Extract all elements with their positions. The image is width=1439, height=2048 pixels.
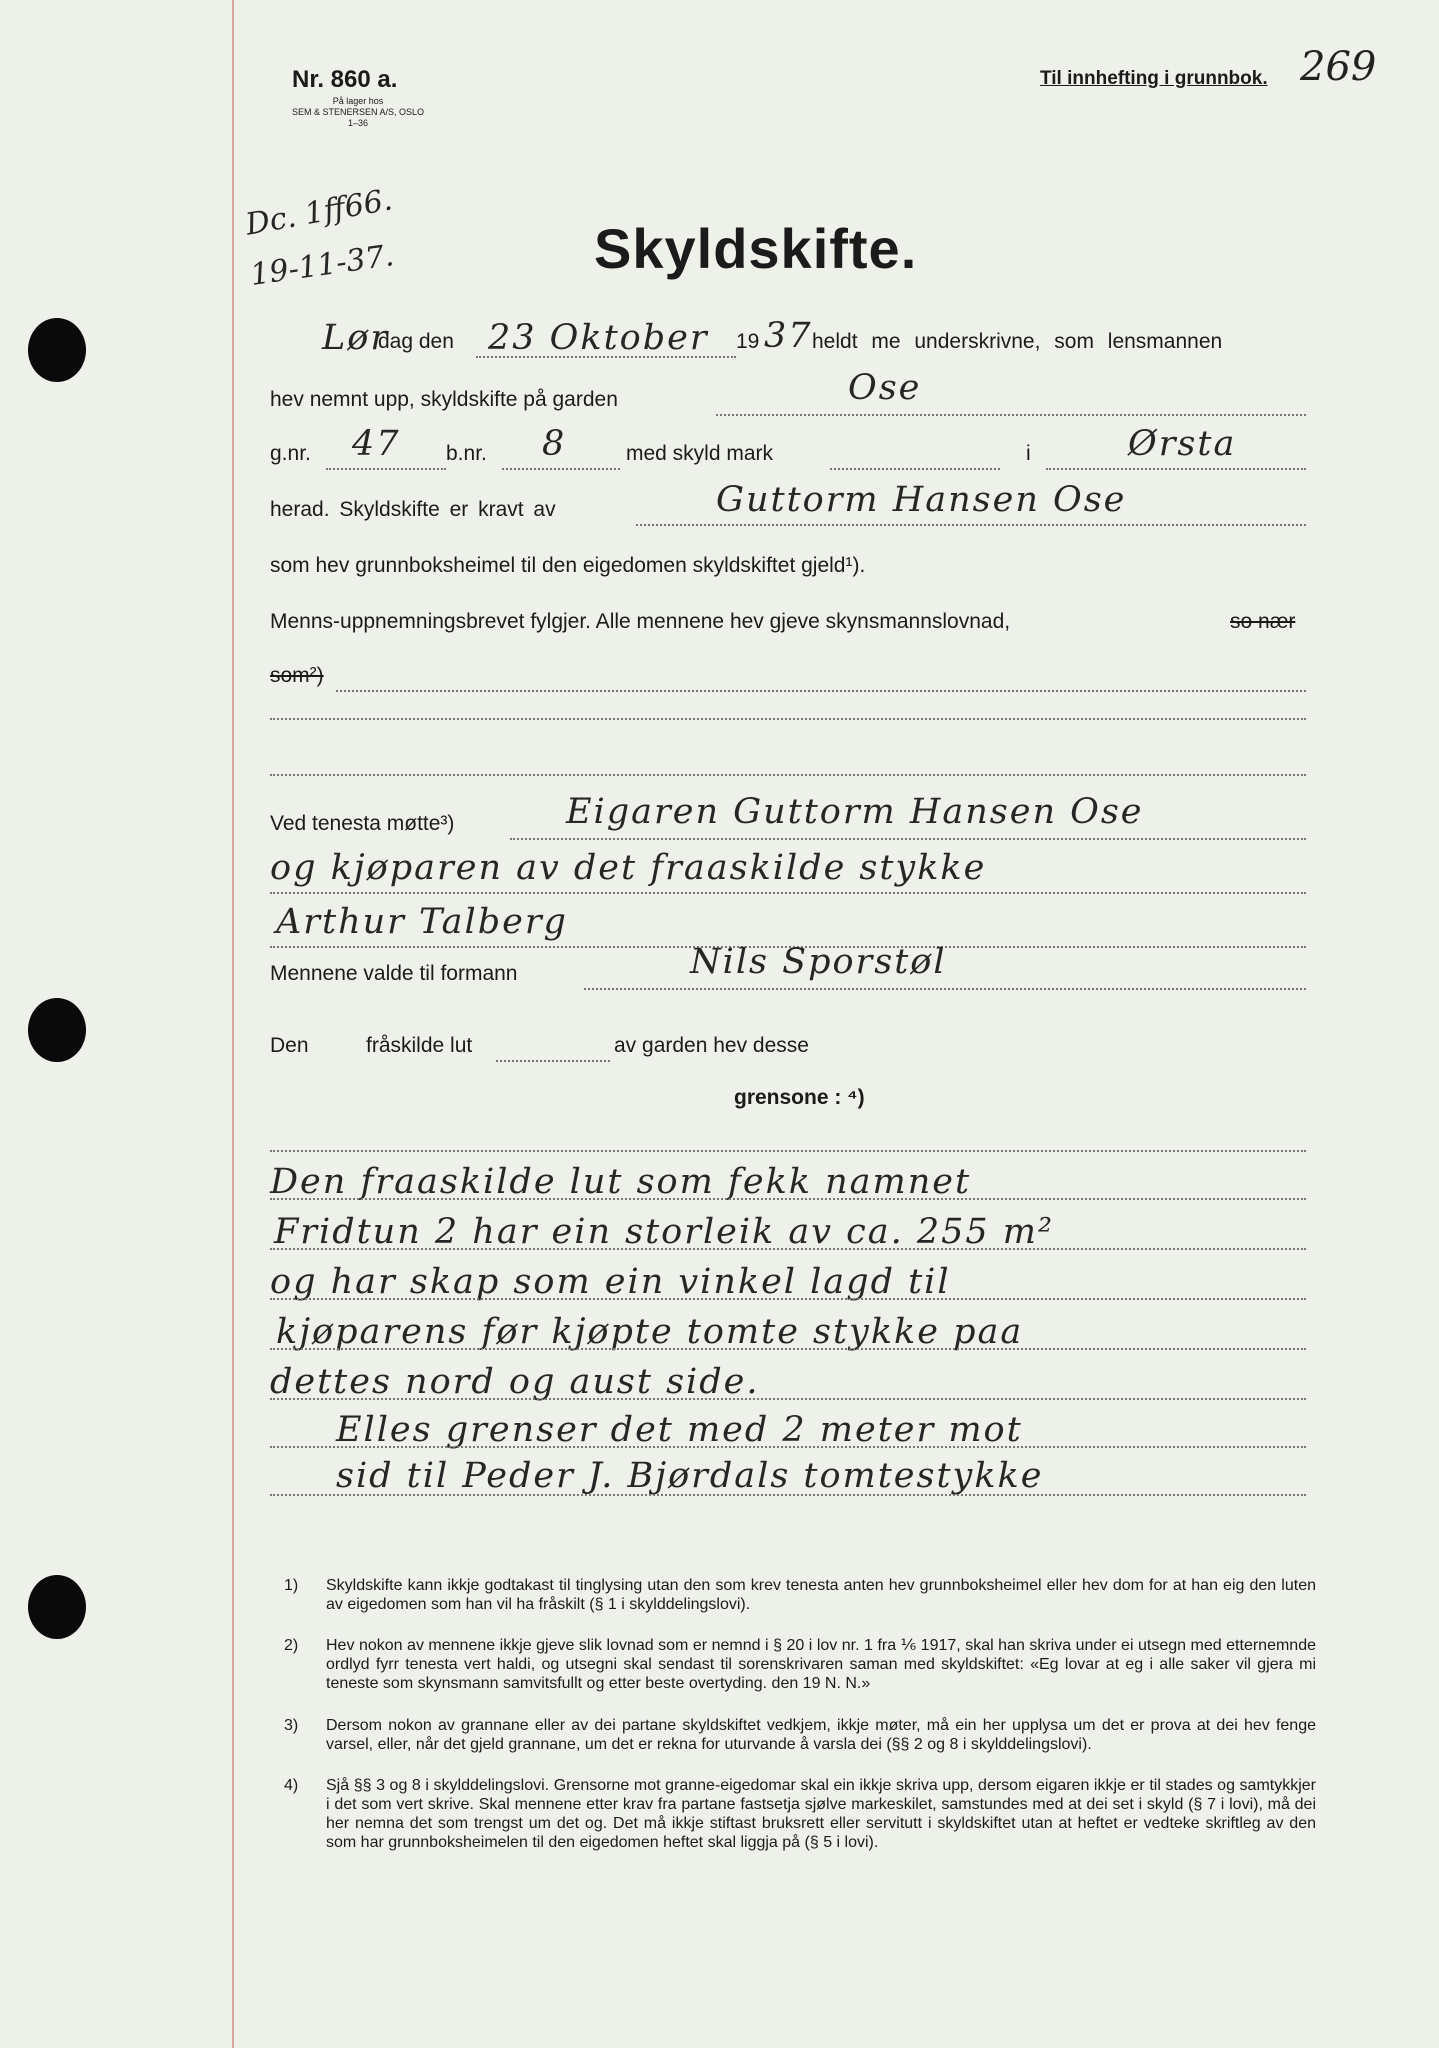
label-menns-uppnemning: Menns-uppnemningsbrevet fylgjer. Alle mennene hev gjeve skynsmannslovnad, <box>270 610 1011 633</box>
description-line-2-rule <box>270 1248 1306 1250</box>
description-line-4-rule <box>270 1348 1306 1350</box>
footnote-3-text: Dersom nokon av grannane eller av dei partane skyldskiftet vedkjem, ikkje møter, må ein her upplysa um det er prova at dei hev fenge varsel, eller, når det gjeld grannane, um det er rekna for uturvande å varsla dei (§§ 2 og 8 i skylddelingslovi). <box>326 1717 1316 1753</box>
handwritten-attended-1: Eigaren Guttorm Hansen Ose <box>566 792 1144 832</box>
footnote-1 <box>284 1576 1316 1614</box>
handwritten-day: Lør <box>322 318 390 358</box>
label-grensone: grensone : ⁴) <box>734 1086 865 1109</box>
label-skyldskifte-garden: hev nemnt upp, skyldskifte på garden <box>270 388 618 411</box>
label-bnr: b.nr. <box>446 442 487 465</box>
description-line-6-rule <box>270 1446 1306 1448</box>
footnote-4-number: 4) <box>284 1777 299 1794</box>
handwritten-date: 23 Oktober <box>488 318 709 358</box>
binding-note: Til innhefting i grunnbok. <box>1040 68 1268 89</box>
handwritten-farm: Ose <box>848 368 922 408</box>
description-line-4: kjøparens før kjøpte tomte stykke paa <box>276 1312 1024 1352</box>
description-line-5: dettes nord og aust side. <box>270 1362 760 1402</box>
label-gnr: g.nr. <box>270 442 311 465</box>
printer-line-3: 1–36 <box>347 118 369 128</box>
claimant-line <box>636 524 1306 526</box>
printer-line-2: SEM & STENERSEN A/S, OSLO <box>291 107 425 117</box>
handwritten-municipality: Ørsta <box>1128 424 1237 464</box>
printer-imprint <box>288 96 428 129</box>
label-ved-tenesta: Ved tenesta møtte³) <box>270 812 455 835</box>
label-year-prefix: 19 <box>736 330 760 353</box>
handwritten-attended-2: og kjøparen av det fraaskilde stykke <box>270 848 987 888</box>
label-av-garden: av garden hev desse <box>614 1034 809 1057</box>
label-skyld-mark: med skyld mark <box>626 442 774 465</box>
description-line-1-rule <box>270 1198 1306 1200</box>
footnote-1-number: 1) <box>284 1577 299 1594</box>
description-top-line <box>270 1150 1306 1152</box>
handwritten-attended-3: Arthur Talberg <box>276 902 568 942</box>
handwritten-bnr: 8 <box>542 424 567 464</box>
label-kravt-av: herad. Skyldskifte er kravt av <box>270 498 556 521</box>
farm-line <box>716 414 1306 416</box>
label-fraskilde-lut: fråskilde lut <box>366 1034 473 1057</box>
punch-hole-bottom <box>28 1575 86 1639</box>
label-dag-den: dag den <box>378 330 454 353</box>
punch-hole-top <box>28 318 86 382</box>
description-line-7: sid til Peder J. Bjørdals tomtestykke <box>336 1456 1044 1496</box>
margin-note-reference: Dc. 1ff66. <box>243 182 395 243</box>
footnote-3 <box>284 1716 1316 1754</box>
handwritten-gnr: 47 <box>352 424 401 464</box>
footnote-2-text: Hev nokon av mennene ikkje gjeve slik lovnad som er nemnd i § 20 i lov nr. 1 fra ⅙ 1917, skal han skriva under ei utsegn med etternemnde ordlyd fyrr tenesta vert haldi, og utsegni skal sendast til sorenskrivaren saman med skyldskiftet: «Eg lovar at eg i alle saker vil gjera mi teneste som skynsmann samvitsfullt og etter beste overtyding. den 19 N. N.» <box>326 1637 1316 1692</box>
attended-line-2 <box>270 892 1306 894</box>
printer-line-1: På lager hos <box>332 96 384 106</box>
chair-line <box>584 988 1306 990</box>
footnote-1-text: Skyldskifte kann ikkje godtakast til tinglysing utan den som krev tenesta anten hev grunnboksheimel eller hev dom for at han eig den luten av eigedomen som han vil ha fråskilt (§ 1 i skylddelingslovi). <box>326 1577 1316 1613</box>
struck-som: som²) <box>270 664 324 687</box>
label-intro: heldt me underskrivne, som lensmannen <box>812 330 1223 353</box>
blank-line-2 <box>270 718 1306 720</box>
lut-line <box>496 1060 610 1062</box>
municipality-line <box>1046 468 1306 470</box>
bnr-line <box>502 468 620 470</box>
label-den: Den <box>270 1034 309 1057</box>
document-title: Skyldskifte. <box>594 217 918 280</box>
footnote-4 <box>284 1776 1316 1852</box>
description-line-5-rule <box>270 1398 1306 1400</box>
footnote-2-number: 2) <box>284 1637 299 1654</box>
form-number: Nr. 860 a. <box>292 66 398 93</box>
footnote-3-number: 3) <box>284 1717 299 1734</box>
description-line-6: Elles grenser det med 2 meter mot <box>336 1410 1023 1450</box>
handwritten-chair: Nils Sporstøl <box>690 942 947 982</box>
blank-line-3 <box>270 774 1306 776</box>
description-line-3-rule <box>270 1298 1306 1300</box>
margin-rule <box>232 0 234 2048</box>
handwritten-year: 37 <box>764 316 813 356</box>
description-line-3: og har skap som ein vinkel lagd til <box>270 1262 951 1302</box>
gnr-line <box>326 468 446 470</box>
struck-so-naer: so nær <box>1230 610 1296 633</box>
attended-line-1 <box>510 838 1306 840</box>
punch-hole-middle <box>28 998 86 1062</box>
label-grunnboksheimel: som hev grunnboksheimel til den eigedomen skyldskiftet gjeld¹). <box>270 554 866 577</box>
label-formann: Mennene valde til formann <box>270 962 518 985</box>
footnote-4-text: Sjå §§ 3 og 8 i skylddelingslovi. Grensorne mot granne-eigedomar skal ein ikkje skriva upp, dersom eigaren ikkje er til stades og samtykkjer i det som vert skrive. Skal mennene etter krav fra partane fastsetja sjølve markeskilet, samstundes med at dei set i skyld (§ 7 i lovi), må dei her nemna det som trengst um det og. Det må ikkje stiftast bruksrett eller servitutt i skyldskiftet utan at heftet er vedteke skriftleg av den som har grunnboksheimelen til den eigedomen heftet skal liggja på (§ 5 i lovi). <box>326 1777 1316 1851</box>
label-i: i <box>1026 442 1031 465</box>
folio-number: 269 <box>1300 44 1377 90</box>
blank-line-1 <box>336 690 1306 692</box>
margin-note-date: 19-11-37. <box>248 238 397 293</box>
description-line-1: Den fraaskilde lut som fekk namnet <box>270 1162 972 1202</box>
description-line-2: Fridtun 2 har ein storleik av ca. 255 m² <box>274 1212 1055 1252</box>
description-line-7-rule <box>270 1494 1306 1496</box>
handwritten-claimant: Guttorm Hansen Ose <box>716 480 1127 520</box>
skyld-line <box>830 468 1000 470</box>
footnote-2 <box>284 1636 1316 1693</box>
